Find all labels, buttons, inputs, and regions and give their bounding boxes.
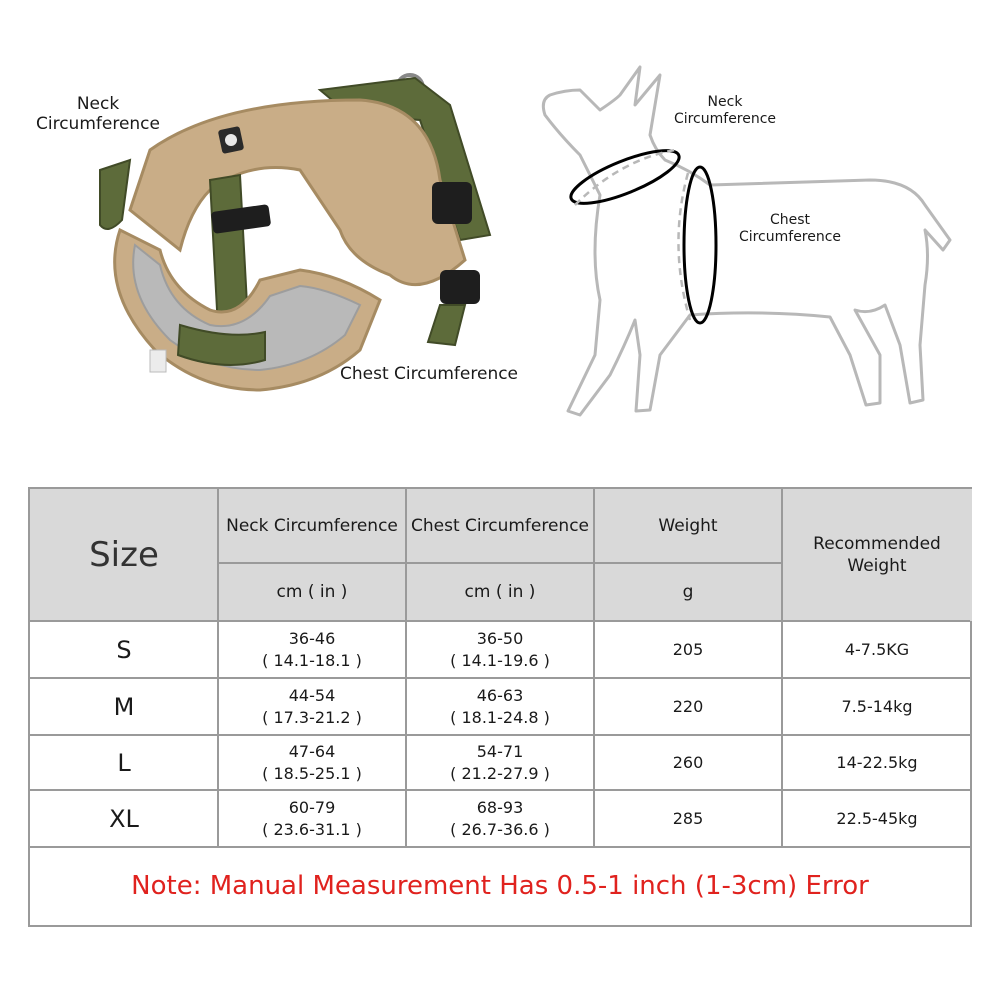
- chest-in: ( 14.1-19.6 ): [450, 650, 550, 670]
- neck-in: ( 14.1-18.1 ): [262, 650, 362, 670]
- chest-cm: 46-63: [476, 685, 524, 705]
- size-chart-table: [28, 487, 972, 927]
- chest-cm: 54-71: [476, 741, 524, 761]
- grid-line: [218, 562, 782, 564]
- size-column-header: Size: [30, 489, 218, 621]
- row-weight: 260: [672, 753, 704, 772]
- row-neck: [218, 678, 406, 735]
- neck-in: ( 18.5-25.1 ): [262, 763, 362, 783]
- neck-column-header: Neck Circumference: [218, 489, 406, 563]
- neck-cm: 47-64: [288, 741, 336, 761]
- harness-chest-label: Chest Circumference: [340, 364, 519, 384]
- neck-cm: 60-79: [288, 797, 336, 817]
- row-neck: [218, 735, 406, 790]
- grid-line: [30, 846, 970, 848]
- grid-line: [30, 789, 970, 791]
- row-neck: [218, 621, 406, 678]
- grid-line: [593, 489, 595, 847]
- row-chest: [406, 621, 594, 678]
- chest-unit-header: cm ( in ): [406, 563, 594, 621]
- diagram-chest-label: Chest Circumference: [738, 212, 842, 245]
- grid-line: [405, 489, 407, 847]
- chest-cm: 36-50: [476, 628, 524, 648]
- row-weight: 285: [672, 809, 704, 828]
- row-size: S: [116, 635, 132, 664]
- chest-in: ( 18.1-24.8 ): [450, 707, 550, 727]
- chest-in: ( 26.7-36.6 ): [450, 819, 550, 839]
- row-recommended: 14-22.5kg: [836, 753, 918, 772]
- neck-in: ( 23.6-31.1 ): [262, 819, 362, 839]
- grid-line: [30, 620, 970, 622]
- row-weight: 220: [672, 697, 704, 716]
- product-illustration-area: [0, 0, 1000, 470]
- grid-line: [30, 677, 970, 679]
- weight-unit-header: g: [594, 563, 782, 621]
- row-size: M: [113, 692, 135, 721]
- neck-unit-header: cm ( in ): [218, 563, 406, 621]
- neck-cm: 44-54: [288, 685, 336, 705]
- row-chest: [406, 735, 594, 790]
- measurement-error-note: Note: Manual Measurement Has 0.5-1 inch (1-3cm) Error: [131, 871, 869, 901]
- row-weight: 205: [672, 640, 704, 659]
- row-chest: [406, 678, 594, 735]
- grid-line: [781, 489, 783, 847]
- grid-line: [217, 489, 219, 847]
- row-neck: [218, 790, 406, 847]
- row-size: XL: [109, 804, 139, 833]
- row-recommended: 4-7.5KG: [844, 640, 910, 659]
- row-recommended: 22.5-45kg: [836, 809, 918, 828]
- row-recommended: 7.5-14kg: [841, 697, 913, 716]
- diagram-neck-label: Neck Circumference: [673, 94, 777, 127]
- neck-cm: 36-46: [288, 628, 336, 648]
- recommended-weight-header: Recommended Weight: [782, 489, 972, 621]
- row-chest: [406, 790, 594, 847]
- neck-in: ( 17.3-21.2 ): [262, 707, 362, 727]
- grid-line: [30, 734, 970, 736]
- chest-in: ( 21.2-27.9 ): [450, 763, 550, 783]
- harness-neck-label: Neck Circumference: [36, 94, 160, 135]
- row-size: L: [117, 748, 131, 777]
- chest-column-header: Chest Circumference: [406, 489, 594, 563]
- weight-column-header: Weight: [594, 489, 782, 563]
- chest-cm: 68-93: [476, 797, 524, 817]
